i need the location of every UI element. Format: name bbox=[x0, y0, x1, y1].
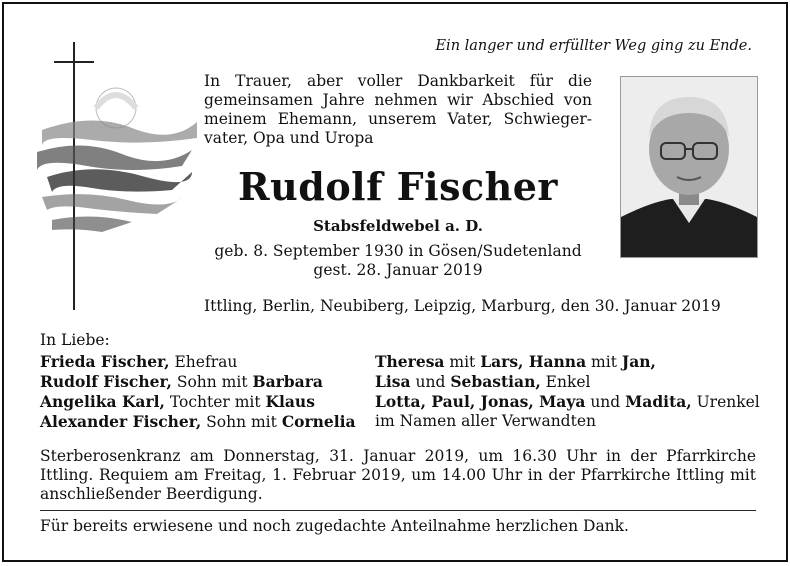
mourner-name: Lotta, Paul, Jonas, Maya bbox=[375, 392, 586, 411]
mourner-text: im Namen aller Verwandten bbox=[375, 412, 596, 430]
cross-landscape-illustration bbox=[32, 42, 202, 312]
deceased-rank: Stabsfeldwebel a. D. bbox=[313, 217, 483, 235]
mourner-row bbox=[40, 352, 760, 372]
mourner-partner: Barbara bbox=[252, 372, 323, 391]
birth-line: geb. 8. September 1930 in Gösen/Sudetenland bbox=[214, 242, 582, 260]
mourner-text: mit bbox=[444, 353, 481, 371]
mourners-list bbox=[40, 352, 760, 432]
divider bbox=[40, 510, 756, 511]
mourner-text: mit bbox=[586, 353, 622, 371]
places-date: Ittling, Berlin, Neubiberg, Leipzig, Marburg, den 30. Januar 2019 bbox=[204, 297, 721, 315]
mourner-name: Lisa bbox=[375, 372, 411, 391]
mourner-relation: Ehefrau bbox=[169, 353, 238, 371]
thanks-line: Für bereits erwiesene und noch zugedachte Anteilnahme herzlichen Dank. bbox=[40, 517, 629, 535]
mourner-relation: Sohn mit bbox=[201, 413, 282, 431]
mourner-row bbox=[40, 372, 760, 392]
mourner-partner: Cornelia bbox=[281, 412, 356, 431]
mourner-name: Jan, bbox=[621, 352, 656, 371]
mourner-name: Sebastian, bbox=[450, 372, 541, 391]
life-dates bbox=[204, 242, 592, 280]
intro-text: In Trauer, aber voller Dankbarkeit für die gemeinsamen Jahre nehmen wir Abschied von meinem Ehemann, unserem Vater, Schwieger-vater, Opa und Uropa bbox=[204, 72, 592, 147]
mourner-text: und bbox=[585, 393, 626, 411]
mourner-row bbox=[40, 392, 760, 412]
mourner-name: Madita, bbox=[625, 392, 692, 411]
deceased-name: Rudolf Fischer bbox=[238, 164, 558, 209]
mourner-relation: Sohn mit bbox=[171, 373, 253, 391]
mourner-right bbox=[375, 372, 590, 392]
mourner-right bbox=[375, 352, 656, 372]
obituary-card bbox=[2, 2, 788, 562]
mourner-right bbox=[375, 412, 596, 432]
funeral-notice: Sterberosenkranz am Donnerstag, 31. Januar 2019, um 16.30 Uhr in der Pfarrkirche Ittling. Requiem am Freitag, 1. Februar 2019, um 14.00 Uhr in der Pfarrkirche Ittling mit anschließender Beerdigung. bbox=[40, 447, 756, 503]
mourner-row bbox=[40, 412, 760, 432]
mourner-partner: Klaus bbox=[265, 392, 315, 411]
mourner-name: Theresa bbox=[375, 352, 445, 371]
mourner-name: Alexander Fischer, bbox=[40, 412, 202, 431]
mourner-name: Lars, Hanna bbox=[480, 352, 587, 371]
motto: Ein langer und erfüllter Weg ging zu Ende. bbox=[435, 38, 752, 54]
death-line: gest. 28. Januar 2019 bbox=[313, 261, 483, 279]
portrait-photo bbox=[620, 76, 758, 258]
mourner-relation: Tochter mit bbox=[164, 393, 266, 411]
mourner-name: Rudolf Fischer, bbox=[40, 372, 172, 391]
mourner-name: Angelika Karl, bbox=[40, 392, 165, 411]
in-liebe-label: In Liebe: bbox=[40, 331, 110, 349]
mourner-text: und bbox=[410, 373, 451, 391]
mourner-text: Enkel bbox=[540, 373, 591, 391]
mourner-right bbox=[375, 392, 760, 412]
mourner-name: Frieda Fischer, bbox=[40, 352, 170, 371]
portrait-illustration bbox=[621, 77, 757, 257]
mourner-text: Urenkel bbox=[691, 393, 760, 411]
